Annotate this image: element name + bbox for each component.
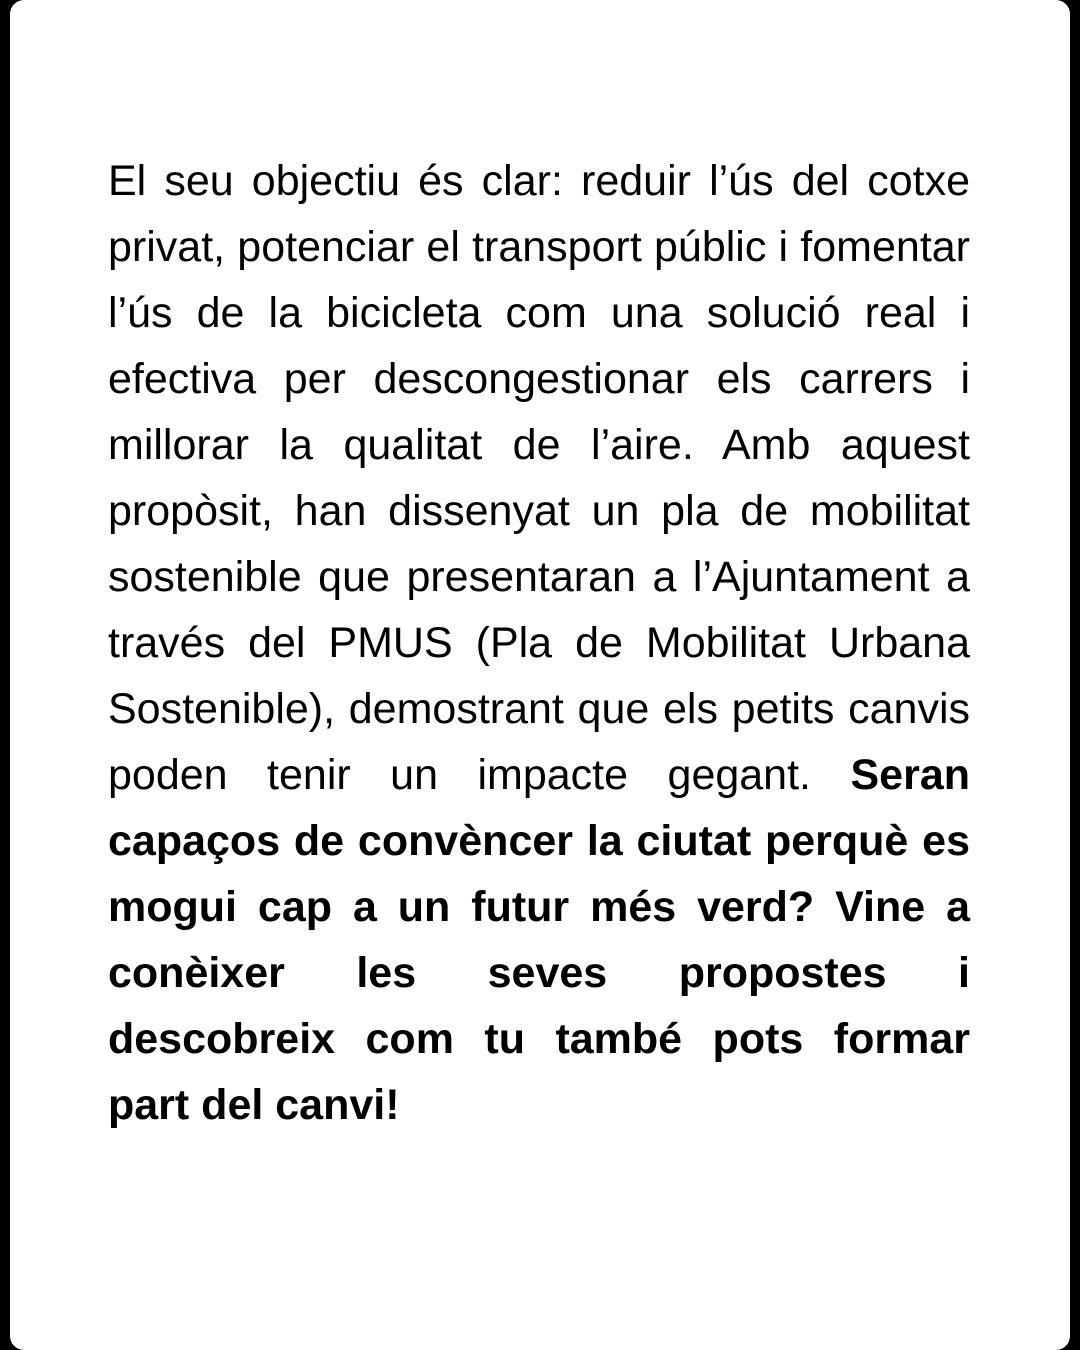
paragraph-bold-text: Seran capaços de convèncer la ciutat perquè es mogui cap a un futur més verd? Vine a conèixer les seves propostes i descobreix com tu també pots formar part del canvi! (108, 751, 970, 1129)
body-paragraph (108, 148, 970, 1138)
page-card (10, 0, 1070, 1350)
paragraph-regular-text: El seu objectiu és clar: reduir l’ús del cotxe privat, potenciar el transport públic i fomentar l’ús de la bicicleta com una solució real i efectiva per descongestionar els carrers i millorar la qualitat de l’aire. Amb aquest propòsit, han dissenyat un pla de mobilitat sostenible que presentaran a l’Ajuntament a través del PMUS (Pla de Mobilitat Urbana Sostenible), demostrant que els petits canvis poden tenir un impacte gegant. (108, 157, 970, 799)
